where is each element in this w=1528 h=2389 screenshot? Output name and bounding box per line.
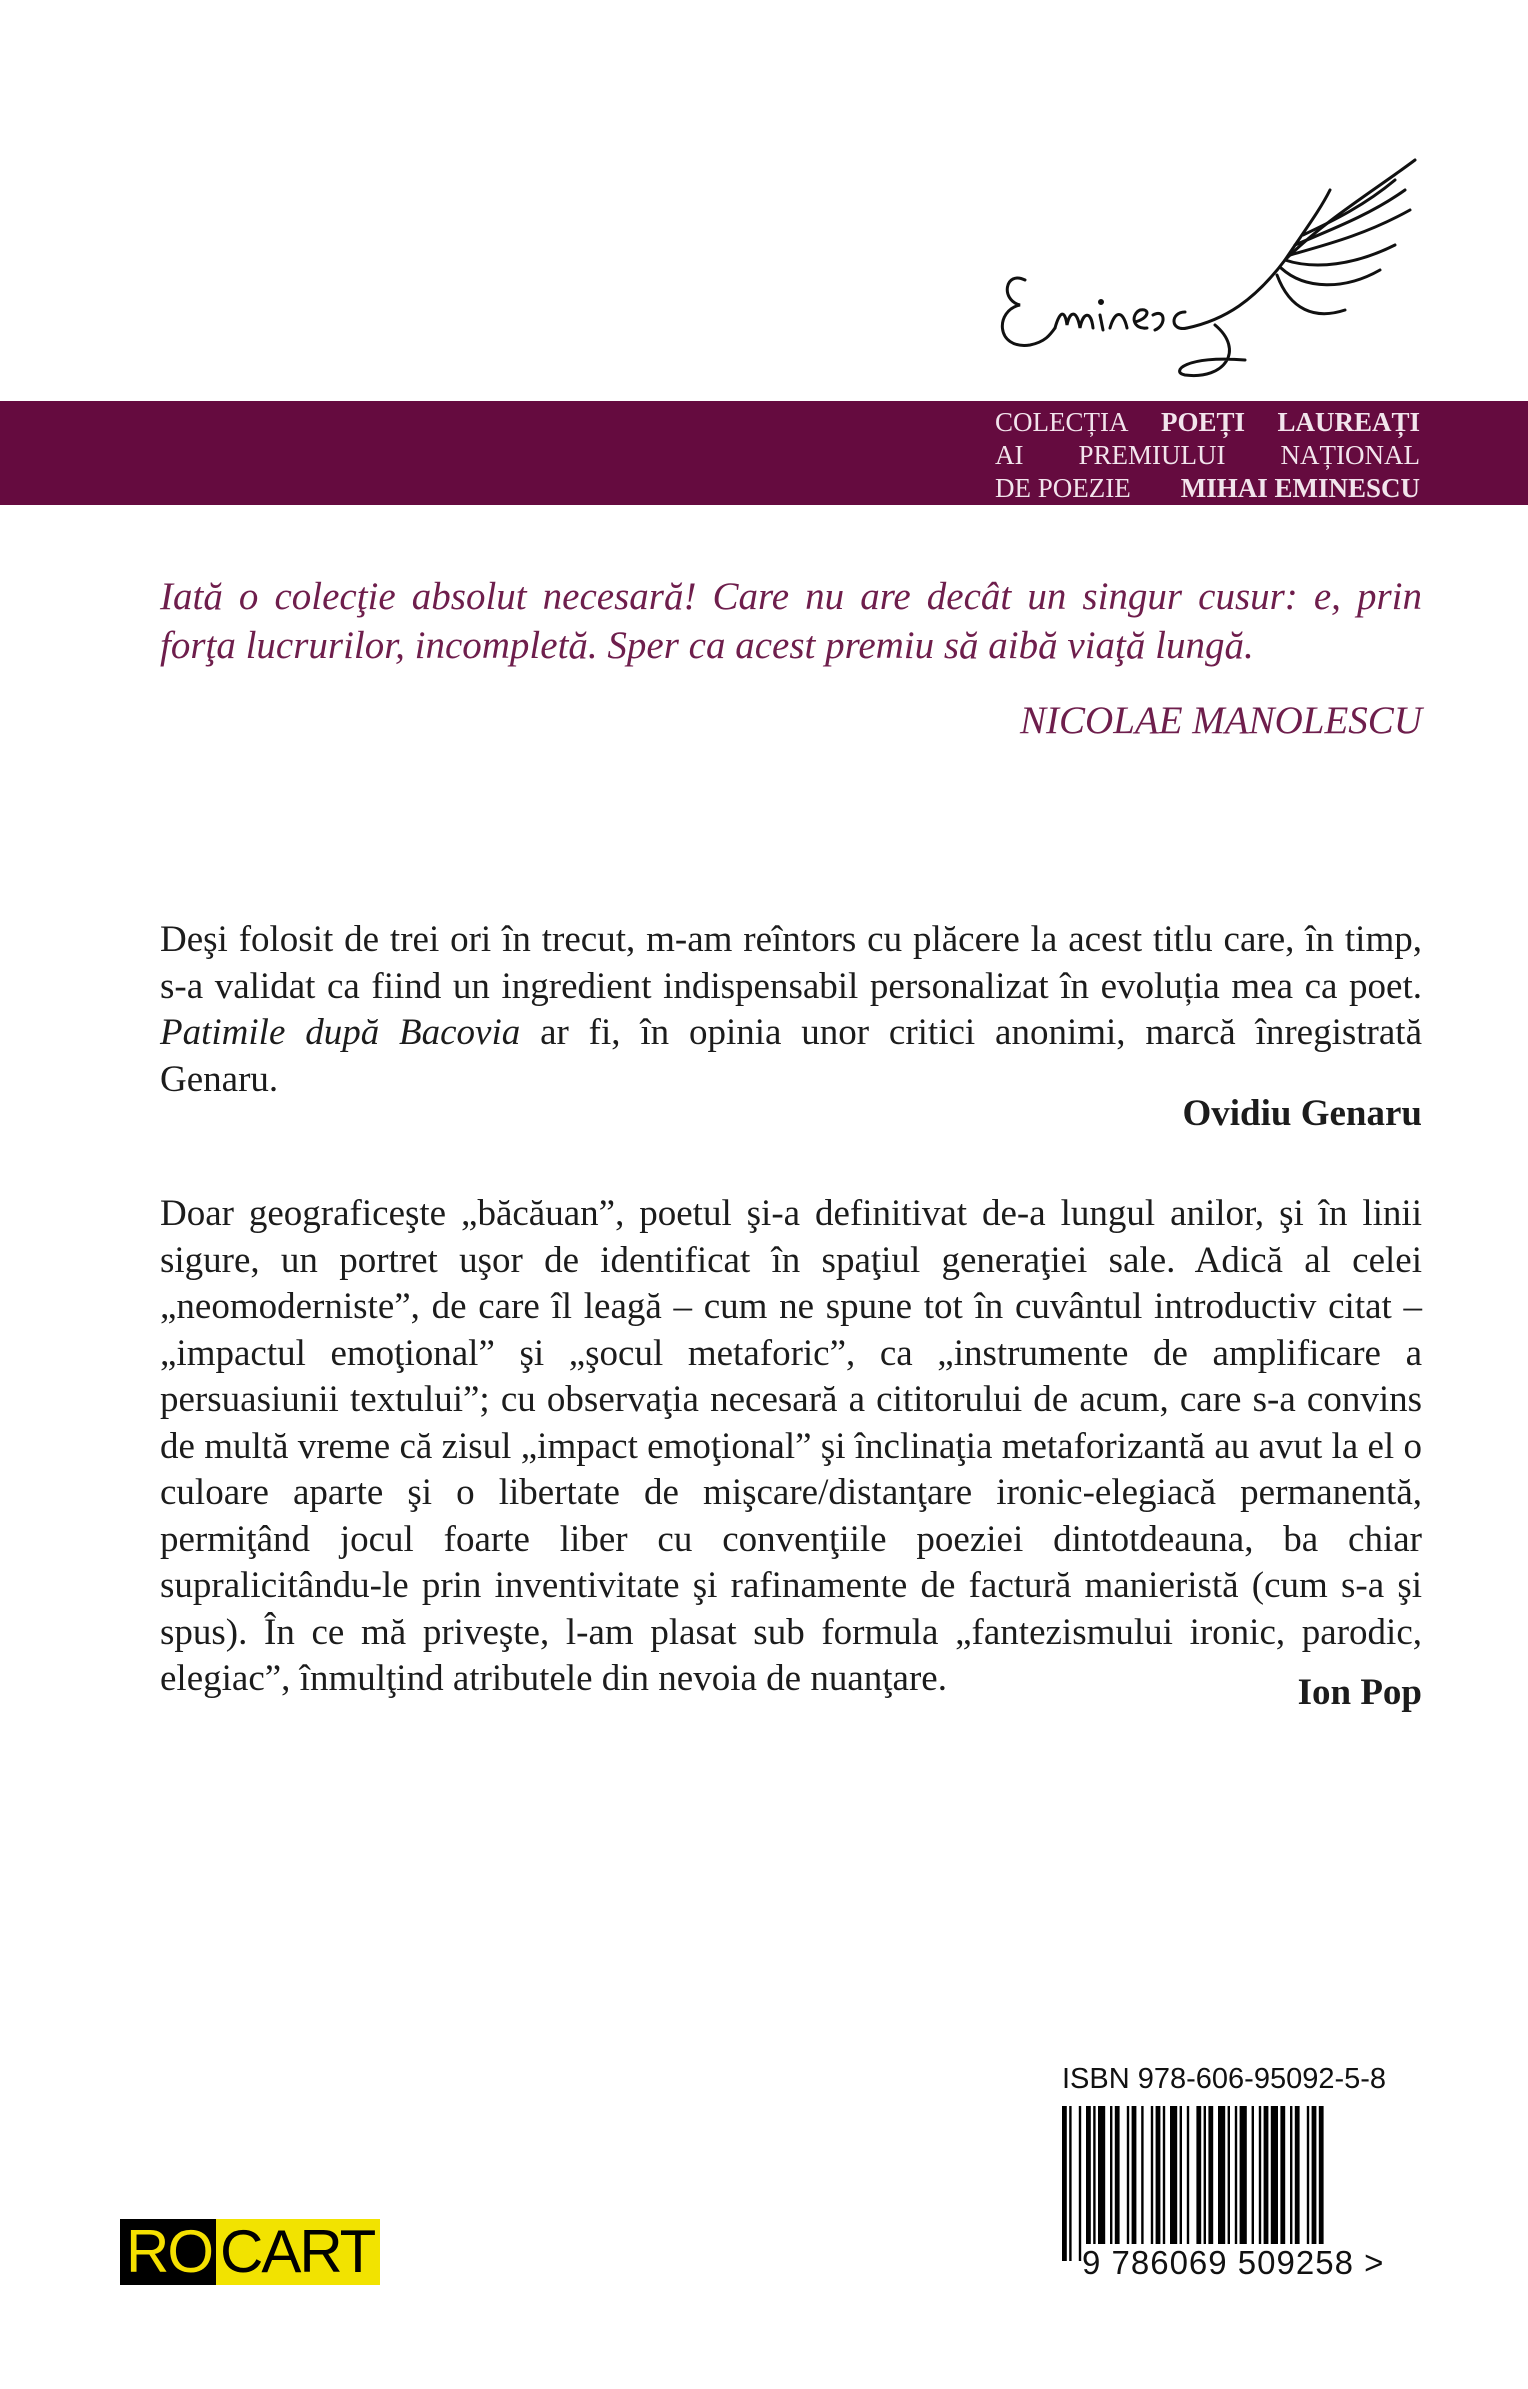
- collection-prize-name: MIHAI EMINESCU: [1180, 473, 1420, 503]
- collection-bold-2: LAUREAȚI: [1277, 407, 1420, 437]
- excerpt-author: Ovidiu Genaru: [1182, 1093, 1422, 1134]
- quote-author: NICOLAE MANOLESCU: [1020, 699, 1422, 742]
- publisher-logo: [120, 2219, 380, 2285]
- collection-word: PREMIULUI: [1078, 440, 1226, 470]
- logo-part-cart: CART: [216, 2219, 380, 2285]
- isbn-label: ISBN 978-606-95092-5-8: [1062, 2063, 1387, 2095]
- collection-band: [0, 401, 1528, 505]
- collection-prefix: COLECȚIA: [995, 407, 1129, 437]
- collection-bold-1: POEȚI: [1160, 407, 1245, 437]
- collection-line-2: [995, 439, 1420, 472]
- endorsement-quote: Iată o colecţie absolut necesară! Care nu are decât un singur cusur: e, prin forţa lucrurilor, incompletă. Sper ca acest premiu să aibă viaţă lungă.: [160, 575, 1422, 667]
- eminescu-signature-icon: [985, 150, 1425, 400]
- collection-word: AI: [995, 440, 1024, 470]
- excerpt-pop: Doar geograficeşte „băcăuan”, poetul şi-a definitivat de-a lungul anilor, şi în linii sigure, un portret uşor de identificat în spaţiul generaţiei sale. Adică al celei „neomoderniste”, de care îl leagă – cum ne spune tot în cuvântul introductiv citat – „impactul emoţional” şi „şocul metaforic”, ca „instrumente de amplificare a persuasiunii textului”; cu observaţia necesară a cititorului de acum, care s-a convins de multă vreme că zisul „impact emoţional” şi înclinaţia metaforizantă au avut la el o culoare aparte şi o libertate de mişcare/distanţare ironic-elegiacă permanentă, permiţând jocul foarte liber cu convenţiile poeziei dintotdeauna, ba chiar supralicitându-le prin inventivitate şi rafinamente de factură manieristă (cum s-a şi spus). În ce mă priveşte, l-am plasat sub formula „fantezismului ironic, parodic, elegiac”, înmulţind atributele din nevoia de nuanţare.: [160, 1193, 1422, 1699]
- collection-title: [995, 406, 1420, 505]
- excerpt-text: ar fi, în opinia unor critici anonimi, marcă înregistrată Genaru.: [160, 1012, 1422, 1100]
- collection-line-3-prefix: DE POEZIE: [995, 473, 1131, 503]
- book-title: Patimile după Bacovia: [160, 1012, 521, 1053]
- excerpt-genaru: [160, 917, 1422, 1103]
- excerpt-text: Deşi folosit de trei ori în trecut, m-am reîntors cu plăcere la acest titlu care, în timp, s-a validat ca fiind un ingredient indispensabil personalizat în evoluția mea ca poet.: [160, 919, 1422, 1007]
- barcode-digits: 9 786069 509258 >: [1082, 2244, 1427, 2282]
- barcode-icon: [1062, 2106, 1424, 2261]
- collection-word: NAȚIONAL: [1280, 440, 1420, 470]
- excerpt-author: Ion Pop: [1297, 1672, 1422, 1713]
- logo-part-ro: RO: [120, 2219, 216, 2285]
- collection-line-3: [995, 472, 1420, 505]
- collection-line-1: [995, 406, 1420, 439]
